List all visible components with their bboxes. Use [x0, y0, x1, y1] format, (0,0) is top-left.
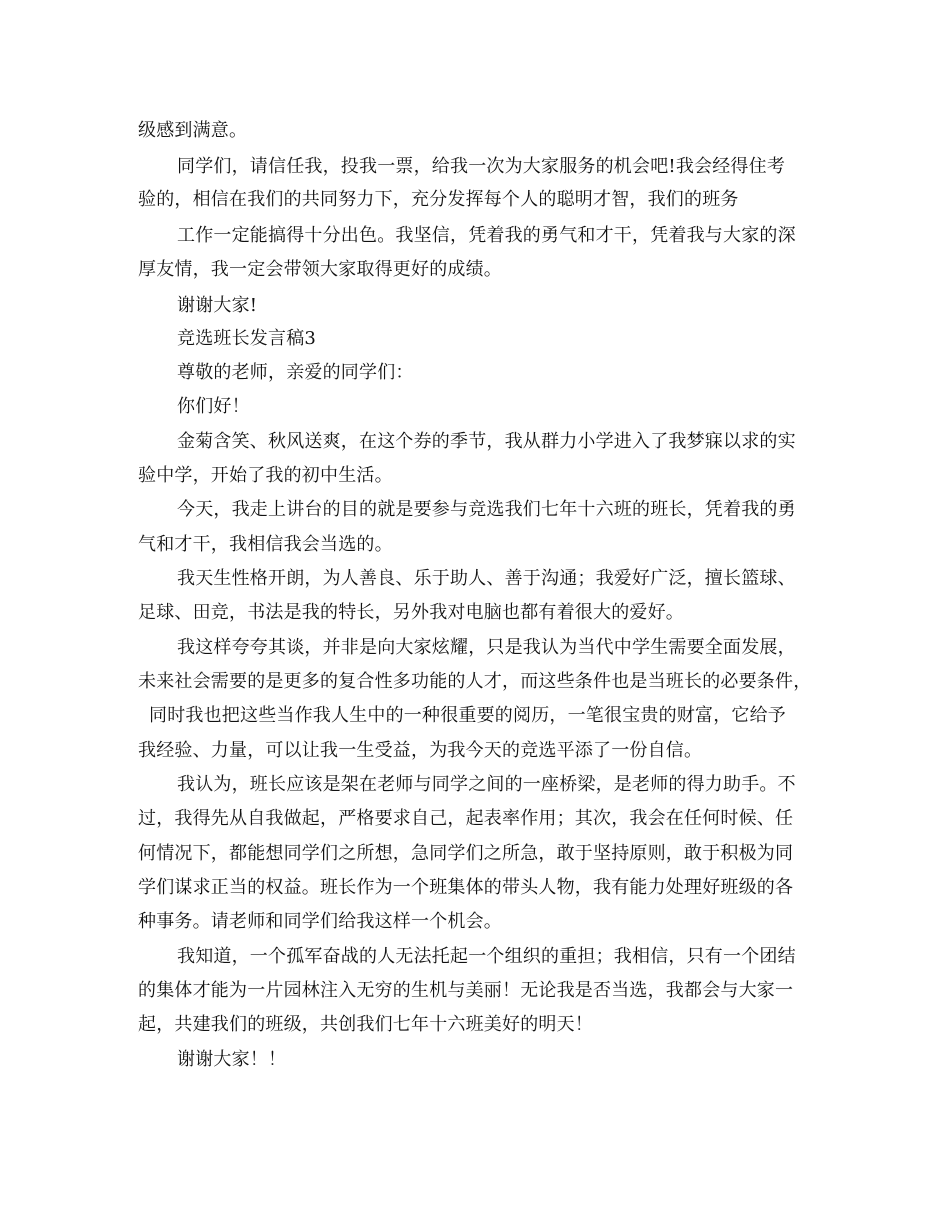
text-line: 气和才干，我相信我会当选的。: [138, 534, 393, 555]
text-line: 学们谋求正当的权益。班长作为一个班集体的带头人物，我有能力处理好班级的各: [138, 877, 794, 898]
closing-line: 谢谢大家！！: [177, 1049, 287, 1070]
text-line: 验中学，开始了我的初中生活。: [138, 465, 393, 486]
text-line: 我天生性格开朗，为人善良、乐于助人、善于沟通；我爱好广泛，擅长篮球、: [177, 568, 796, 589]
text-line: 起，共建我们的班级，共创我们七年十六班美好的明天！: [138, 1014, 593, 1035]
text-line: 厚友情，我一定会带领大家取得更好的成绩。: [138, 259, 502, 280]
text-line: 同时我也把这些当作我人生中的一种很重要的阅历，一笔很宝贵的财富，它给予: [149, 705, 786, 726]
text-line: 我认为，班长应该是架在老师与同学之间的一座桥梁，是老师的得力助手。不: [177, 774, 796, 795]
text-line: 同学们，请信任我，投我一票，给我一次为大家服务的机会吧!我会经得住考: [177, 156, 786, 177]
text-line: 级感到满意。: [138, 120, 248, 141]
text-line: 验的，相信在我们的共同努力下，充分发挥每个人的聪明才智，我们的班务: [138, 189, 739, 210]
text-line: 何情况下，都能想同学们之所想，急同学们之所急，敢于坚持原则，敢于积极为同: [138, 843, 794, 864]
text-line: 的集体才能为一片园林注入无穷的生机与美丽！无论我是否当选，我都会与大家一: [138, 980, 794, 1001]
salutation: 尊敬的老师，亲爱的同学们：: [177, 362, 414, 383]
text-line: 过，我得先从自我做起，严格要求自己，起表率作用；其次，我会在任何时候、任: [138, 808, 794, 829]
text-line: 种事务。请老师和同学们给我这样一个机会。: [138, 911, 502, 932]
text-line: 工作一定能搞得十分出色。我坚信，凭着我的勇气和才干，凭着我与大家的深: [177, 225, 796, 246]
text-line: 我经验、力量，可以让我一生受益，为我今天的竞选平添了一份自信。: [138, 740, 703, 761]
greeting: 你们好！: [177, 396, 250, 417]
text-line: 足球、田竞，书法是我的特长，另外我对电脑也都有着很大的爱好。: [138, 602, 684, 623]
section-heading: 竞选班长发言稿3: [177, 328, 317, 349]
text-line: 金菊含笑、秋风送爽，在这个券的季节，我从群力小学进入了我梦寐以求的实: [177, 431, 796, 452]
text-line: 谢谢大家!: [177, 295, 258, 316]
text-line: 未来社会需要的是更多的复合性多功能的人才，而这些条件也是当班长的必要条件，: [138, 671, 812, 692]
text-line: 今天，我走上讲台的目的就是要参与竞选我们七年十六班的班长，凭着我的勇: [177, 499, 796, 520]
text-line: 我这样夸夸其谈，并非是向大家炫耀，只是我认为当代中学生需要全面发展，: [177, 637, 796, 658]
text-line: 我知道，一个孤军奋战的人无法托起一个组织的重担；我相信，只有一个团结: [177, 946, 796, 967]
